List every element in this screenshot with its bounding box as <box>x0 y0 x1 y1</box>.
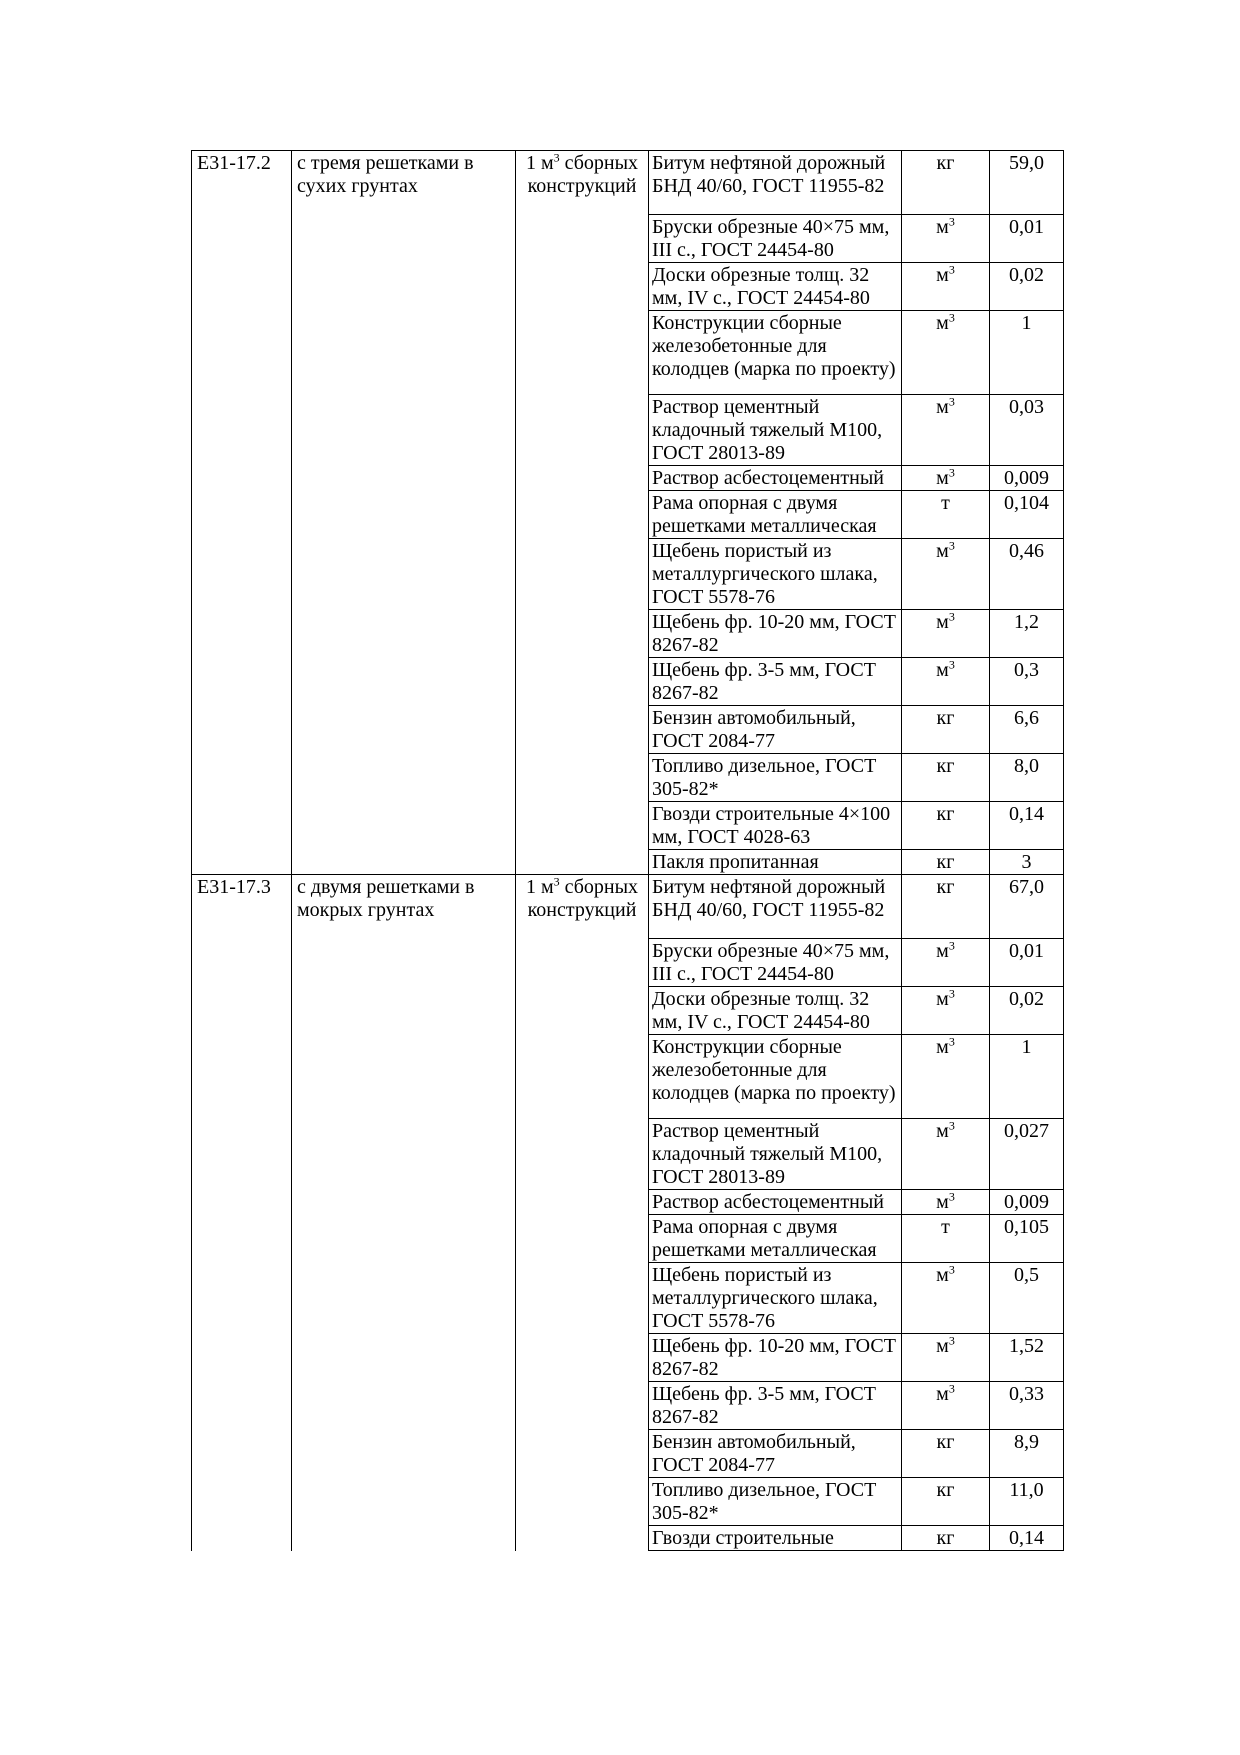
quantity-cell: 8,0 <box>990 754 1064 802</box>
code-cell <box>192 491 292 539</box>
material-name-cell: Бруски обрезные 40×75 мм, III с., ГОСТ 24454-80 <box>649 939 902 987</box>
material-unit-cell <box>902 395 990 466</box>
material-unit: т <box>941 1216 950 1238</box>
description-cell <box>292 311 516 395</box>
material-unit: м <box>936 1264 949 1286</box>
code-cell <box>192 610 292 658</box>
table-row <box>192 1190 1064 1215</box>
table-row <box>192 1382 1064 1430</box>
quantity-cell: 0,104 <box>990 491 1064 539</box>
material-unit-cell <box>902 311 990 395</box>
material-name-cell: Конструкции сборные железобетонные для колодцев (марка по проекту) <box>649 1035 902 1119</box>
quantity-cell: 0,009 <box>990 466 1064 491</box>
material-unit-superscript: 3 <box>948 1118 955 1133</box>
description-cell <box>292 1190 516 1215</box>
material-name-cell: Битум нефтяной дорожный БНД 40/60, ГОСТ 11955-82 <box>649 875 902 939</box>
material-unit: м <box>936 611 949 633</box>
code-cell <box>192 1382 292 1430</box>
material-unit: кг <box>936 152 955 174</box>
quantity-cell: 0,46 <box>990 539 1064 610</box>
material-unit: м <box>936 1191 949 1213</box>
material-unit: м <box>936 1120 949 1142</box>
material-unit-cell <box>902 875 990 939</box>
material-unit: м <box>936 1383 949 1405</box>
table-row <box>192 802 1064 850</box>
material-name-cell: Щебень пористый из металлургического шлака, ГОСТ 5578-76 <box>649 1263 902 1334</box>
material-unit-superscript: 3 <box>948 394 955 409</box>
table-row <box>192 1334 1064 1382</box>
quantity-cell: 0,01 <box>990 939 1064 987</box>
description-cell <box>292 706 516 754</box>
material-unit-cell <box>902 658 990 706</box>
table-row <box>192 1430 1064 1478</box>
material-unit-cell <box>902 706 990 754</box>
material-name-cell: Доски обрезные толщ. 32 мм, IV с., ГОСТ 24454-80 <box>649 263 902 311</box>
code-cell <box>192 706 292 754</box>
measure-unit-superscript: 3 <box>553 150 560 165</box>
table-row <box>192 987 1064 1035</box>
material-unit: м <box>936 988 949 1010</box>
table-row <box>192 263 1064 311</box>
measure-unit-cell <box>516 395 649 466</box>
code-cell <box>192 263 292 311</box>
material-name-cell: Бруски обрезные 40×75 мм, III с., ГОСТ 24454-80 <box>649 215 902 263</box>
table-row <box>192 754 1064 802</box>
measure-unit-suffix: сборных конструкций <box>527 876 639 921</box>
description-cell <box>292 802 516 850</box>
description-cell <box>292 1035 516 1119</box>
material-unit: кг <box>936 1431 955 1453</box>
table-row <box>192 311 1064 395</box>
material-unit-superscript: 3 <box>948 1262 955 1277</box>
code-cell <box>192 754 292 802</box>
code-cell <box>192 539 292 610</box>
material-name-cell: Гвозди строительные <box>649 1526 902 1551</box>
material-unit-cell <box>902 1035 990 1119</box>
code-cell <box>192 1263 292 1334</box>
measure-unit-cell <box>516 263 649 311</box>
description-cell <box>292 539 516 610</box>
code-cell <box>192 395 292 466</box>
table-row <box>192 1119 1064 1190</box>
measure-unit-cell <box>516 1526 649 1551</box>
code-cell <box>192 1190 292 1215</box>
code-cell: Е31-17.3 <box>192 875 292 939</box>
table-row <box>192 875 1064 939</box>
material-name-cell: Щебень пористый из металлургического шлака, ГОСТ 5578-76 <box>649 539 902 610</box>
material-unit-superscript: 3 <box>948 465 955 480</box>
measure-unit-cell <box>516 987 649 1035</box>
material-unit: кг <box>936 876 955 898</box>
material-unit-superscript: 3 <box>948 538 955 553</box>
table-row <box>192 539 1064 610</box>
material-unit: кг <box>936 755 955 777</box>
material-unit-cell <box>902 539 990 610</box>
measure-unit-cell <box>516 491 649 539</box>
measure-unit-cell <box>516 706 649 754</box>
material-name-cell: Бензин автомобильный, ГОСТ 2084-77 <box>649 706 902 754</box>
description-cell <box>292 1119 516 1190</box>
material-unit: м <box>936 312 949 334</box>
description-cell <box>292 850 516 875</box>
material-unit-superscript: 3 <box>948 657 955 672</box>
material-name-cell: Щебень фр. 10-20 мм, ГОСТ 8267-82 <box>649 1334 902 1382</box>
measure-unit-cell <box>516 539 649 610</box>
quantity-cell: 0,03 <box>990 395 1064 466</box>
quantity-cell: 8,9 <box>990 1430 1064 1478</box>
material-unit-cell <box>902 215 990 263</box>
measure-unit-prefix: 1 м <box>525 152 554 174</box>
material-unit: кг <box>936 1527 955 1549</box>
quantity-cell: 1 <box>990 311 1064 395</box>
material-name-cell: Конструкции сборные железобетонные для колодцев (марка по проекту) <box>649 311 902 395</box>
material-unit-cell <box>902 1119 990 1190</box>
quantity-cell: 0,02 <box>990 263 1064 311</box>
material-unit: м <box>936 540 949 562</box>
description-cell <box>292 987 516 1035</box>
description-cell <box>292 1478 516 1526</box>
description-cell <box>292 658 516 706</box>
material-unit: кг <box>936 1479 955 1501</box>
description-cell <box>292 1215 516 1263</box>
material-unit-cell <box>902 1215 990 1263</box>
table-row <box>192 395 1064 466</box>
measure-unit-cell <box>516 802 649 850</box>
measure-unit-cell <box>516 1119 649 1190</box>
material-name-cell: Топливо дизельное, ГОСТ 305-82* <box>649 1478 902 1526</box>
table-row <box>192 1526 1064 1551</box>
material-unit-cell <box>902 610 990 658</box>
description-cell: с тремя решетками в сухих грунтах <box>292 151 516 215</box>
quantity-cell: 6,6 <box>990 706 1064 754</box>
table-row <box>192 706 1064 754</box>
material-unit-cell <box>902 491 990 539</box>
table-row <box>192 610 1064 658</box>
material-unit: м <box>936 1036 949 1058</box>
measure-unit-cell <box>516 1190 649 1215</box>
measure-unit-cell <box>516 466 649 491</box>
material-unit-cell <box>902 939 990 987</box>
table-row <box>192 1478 1064 1526</box>
measure-unit-cell <box>516 1382 649 1430</box>
material-name-cell: Раствор цементный кладочный тяжелый М100, ГОСТ 28013-89 <box>649 1119 902 1190</box>
material-unit: м <box>936 216 949 238</box>
material-unit-superscript: 3 <box>948 1034 955 1049</box>
measure-unit-cell <box>516 850 649 875</box>
table-row <box>192 658 1064 706</box>
material-unit-cell <box>902 151 990 215</box>
measure-unit-cell <box>516 1478 649 1526</box>
description-cell <box>292 1526 516 1551</box>
code-cell <box>192 1478 292 1526</box>
code-cell <box>192 1430 292 1478</box>
quantity-cell: 59,0 <box>990 151 1064 215</box>
measure-unit-cell <box>516 1334 649 1382</box>
code-cell <box>192 1215 292 1263</box>
material-name-cell: Щебень фр. 10-20 мм, ГОСТ 8267-82 <box>649 610 902 658</box>
measure-unit-cell <box>516 1215 649 1263</box>
material-unit: м <box>936 396 949 418</box>
material-unit-superscript: 3 <box>948 214 955 229</box>
resource-table-body <box>192 151 1064 1551</box>
quantity-cell: 0,009 <box>990 1190 1064 1215</box>
code-cell <box>192 802 292 850</box>
code-cell <box>192 939 292 987</box>
code-cell <box>192 987 292 1035</box>
measure-unit-cell <box>516 1035 649 1119</box>
quantity-cell: 11,0 <box>990 1478 1064 1526</box>
material-unit-cell <box>902 1263 990 1334</box>
measure-unit-prefix: 1 м <box>525 876 554 898</box>
material-unit-cell <box>902 1478 990 1526</box>
material-unit: кг <box>936 707 955 729</box>
material-unit-cell <box>902 1526 990 1551</box>
description-cell <box>292 1334 516 1382</box>
material-name-cell: Раствор асбестоцементный <box>649 466 902 491</box>
material-unit-cell <box>902 1334 990 1382</box>
table-row <box>192 466 1064 491</box>
code-cell <box>192 1119 292 1190</box>
material-name-cell: Топливо дизельное, ГОСТ 305-82* <box>649 754 902 802</box>
table-row <box>192 491 1064 539</box>
material-unit-cell <box>902 263 990 311</box>
table-row <box>192 1215 1064 1263</box>
measure-unit-cell <box>516 151 649 215</box>
material-name-cell: Раствор цементный кладочный тяжелый М100, ГОСТ 28013-89 <box>649 395 902 466</box>
material-unit-cell <box>902 1190 990 1215</box>
material-name-cell: Бензин автомобильный, ГОСТ 2084-77 <box>649 1430 902 1478</box>
material-unit-cell <box>902 466 990 491</box>
material-unit: м <box>936 264 949 286</box>
quantity-cell: 0,33 <box>990 1382 1064 1430</box>
description-cell <box>292 754 516 802</box>
resource-table <box>191 150 1064 1551</box>
material-unit-cell <box>902 1430 990 1478</box>
quantity-cell: 67,0 <box>990 875 1064 939</box>
material-unit: м <box>936 940 949 962</box>
material-name-cell: Битум нефтяной дорожный БНД 40/60, ГОСТ 11955-82 <box>649 151 902 215</box>
quantity-cell: 0,14 <box>990 802 1064 850</box>
material-name-cell: Доски обрезные толщ. 32 мм, IV с., ГОСТ 24454-80 <box>649 987 902 1035</box>
table-row <box>192 850 1064 875</box>
code-cell <box>192 1334 292 1382</box>
description-cell <box>292 1430 516 1478</box>
material-name-cell: Щебень фр. 3-5 мм, ГОСТ 8267-82 <box>649 658 902 706</box>
quantity-cell: 0,02 <box>990 987 1064 1035</box>
code-cell <box>192 466 292 491</box>
description-cell <box>292 939 516 987</box>
description-cell <box>292 610 516 658</box>
measure-unit-suffix: сборных конструкций <box>527 152 639 197</box>
material-unit-superscript: 3 <box>948 938 955 953</box>
code-cell <box>192 658 292 706</box>
material-unit: м <box>936 1335 949 1357</box>
description-cell: с двумя решетками в мокрых грунтах <box>292 875 516 939</box>
measure-unit-cell <box>516 311 649 395</box>
description-cell <box>292 1382 516 1430</box>
measure-unit-cell <box>516 754 649 802</box>
code-cell <box>192 850 292 875</box>
quantity-cell: 1,2 <box>990 610 1064 658</box>
description-cell <box>292 466 516 491</box>
material-unit-superscript: 3 <box>948 1189 955 1204</box>
quantity-cell: 1,52 <box>990 1334 1064 1382</box>
quantity-cell: 0,027 <box>990 1119 1064 1190</box>
material-name-cell: Рама опорная с двумя решетками металлическая <box>649 1215 902 1263</box>
quantity-cell: 0,01 <box>990 215 1064 263</box>
material-unit-cell <box>902 1382 990 1430</box>
material-name-cell: Щебень фр. 3-5 мм, ГОСТ 8267-82 <box>649 1382 902 1430</box>
table-row <box>192 215 1064 263</box>
material-unit-superscript: 3 <box>948 609 955 624</box>
material-unit-cell <box>902 802 990 850</box>
code-cell <box>192 311 292 395</box>
material-unit-superscript: 3 <box>948 1381 955 1396</box>
material-unit-cell <box>902 850 990 875</box>
material-unit-superscript: 3 <box>948 262 955 277</box>
description-cell <box>292 395 516 466</box>
description-cell <box>292 491 516 539</box>
measure-unit-cell <box>516 610 649 658</box>
table-row <box>192 1035 1064 1119</box>
material-unit: м <box>936 467 949 489</box>
material-unit-cell <box>902 987 990 1035</box>
material-unit-superscript: 3 <box>948 1333 955 1348</box>
code-cell <box>192 1526 292 1551</box>
description-cell <box>292 215 516 263</box>
quantity-cell: 0,3 <box>990 658 1064 706</box>
material-unit-superscript: 3 <box>948 986 955 1001</box>
description-cell <box>292 1263 516 1334</box>
material-name-cell: Пакля пропитанная <box>649 850 902 875</box>
measure-unit-cell <box>516 658 649 706</box>
code-cell <box>192 1035 292 1119</box>
material-unit: т <box>941 492 950 514</box>
material-name-cell: Гвозди строительные 4×100 мм, ГОСТ 4028-63 <box>649 802 902 850</box>
material-unit: кг <box>936 851 955 873</box>
measure-unit-cell <box>516 1430 649 1478</box>
quantity-cell: 3 <box>990 850 1064 875</box>
description-cell <box>292 263 516 311</box>
quantity-cell: 0,5 <box>990 1263 1064 1334</box>
material-unit: кг <box>936 803 955 825</box>
measure-unit-cell <box>516 875 649 939</box>
material-unit-superscript: 3 <box>948 310 955 325</box>
quantity-cell: 0,105 <box>990 1215 1064 1263</box>
measure-unit-cell <box>516 215 649 263</box>
quantity-cell: 0,14 <box>990 1526 1064 1551</box>
material-unit-cell <box>902 754 990 802</box>
table-row <box>192 151 1064 215</box>
code-cell <box>192 215 292 263</box>
quantity-cell: 1 <box>990 1035 1064 1119</box>
table-row <box>192 939 1064 987</box>
measure-unit-superscript: 3 <box>553 874 560 889</box>
code-cell: Е31-17.2 <box>192 151 292 215</box>
measure-unit-cell <box>516 939 649 987</box>
material-name-cell: Раствор асбестоцементный <box>649 1190 902 1215</box>
material-unit: м <box>936 659 949 681</box>
measure-unit-cell <box>516 1263 649 1334</box>
material-name-cell: Рама опорная с двумя решетками металлическая <box>649 491 902 539</box>
table-row <box>192 1263 1064 1334</box>
